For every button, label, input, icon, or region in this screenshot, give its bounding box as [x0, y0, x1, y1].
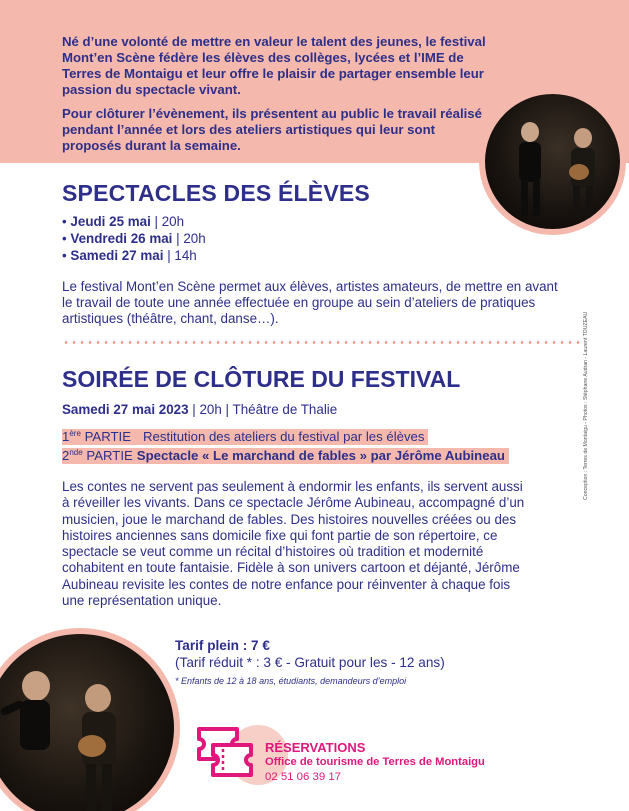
tarif-reduit: (Tarif réduit * : 3 € - Gratuit pour les - 12 ans): [175, 655, 445, 670]
photo-credit: Conception : Terres de Montaigu - Photos : Stéphane Audran - Laurent TOUZEAU: [583, 311, 589, 500]
tarif-block: [175, 637, 445, 671]
intro-text: [62, 34, 492, 162]
photo-bottom-image: [0, 634, 174, 811]
reservations-title: RÉSERVATIONS: [265, 740, 366, 755]
date-item: • Vendredi 26 mai | 20h: [62, 231, 206, 246]
reservations-phone[interactable]: 02 51 06 39 17: [265, 771, 342, 783]
date-item: • Jeudi 25 mai | 20h: [62, 214, 185, 229]
photo-top-image: [485, 94, 620, 229]
tarif-plein: Tarif plein : 7 €: [175, 638, 270, 653]
partie-1: 1ère PARTIE Restitution des ateliers du festival par les élèves: [62, 429, 428, 445]
intro-paragraph-1: Né d’une volonté de mettre en valeur le talent des jeunes, le festival Mont’en Scène fédère les élèves des collèges, lycées et l’IME de Terres de Montaigu et leur offre le plaisir de partager ensemble leur passion du spectacle vivant.: [62, 34, 486, 97]
musicians-illustration: [485, 94, 620, 229]
spectacles-title: SPECTACLES DES ÉLÈVES: [62, 180, 370, 206]
intro-paragraph-2: Pour clôturer l’évènement, ils présentent au public le travail réalisé pendant l’année et lors des ateliers artistiques qui leur sont proposés durant la semaine.: [62, 106, 482, 153]
soiree-description: Les contes ne servent pas seulement à endormir les enfants, ils servent aussi à réveiller les vivants. Dans ce spectacle Jérôme Aubineau, accompagné d’un musicien, joue le marchand de fables. Des histoires nouvelles créées ou des histoires anciennes sans domicile fixe qui font partie de son répertoire, ce spectacle se veut comme un récital d’histoires où tradition et modernité cohabitent en toute fantaisie. Fidèle à son univers cartoon et déjanté, Jérôme Aubineau revisite les contes de notre enfance pour réinventer à chaque fois une représentation unique.: [62, 479, 525, 609]
dotted-divider: [62, 341, 582, 344]
partie-2: 2nde PARTIE Spectacle « Le marchand de fables » par Jérôme Aubineau: [62, 448, 509, 464]
musicians-photo-top: [479, 88, 626, 235]
musicians-photo-bottom: [0, 628, 180, 811]
soiree-title: SOIRÉE DE CLÔTURE DU FESTIVAL: [62, 366, 461, 392]
soiree-datetime: Samedi 27 mai 2023 | 20h | Théâtre de Thalie: [62, 402, 338, 417]
reservations-office: Office de tourisme de Terres de Montaigu: [265, 756, 485, 768]
tarif-note: * Enfants de 12 à 18 ans, étudiants, demandeurs d’emploi: [175, 676, 407, 686]
ticket-icon: [193, 723, 259, 781]
spectacles-description: Le festival Mont’en Scène permet aux élèves, artistes amateurs, de mettre en avant le travail de toute une année effectuée en groupe au sein d’ateliers de pratiques artistiques (théâtre, chant, danse…).: [62, 279, 558, 326]
spectacles-dates: [62, 213, 206, 264]
date-item: • Samedi 27 mai | 14h: [62, 248, 197, 263]
musicians-illustration: [0, 634, 174, 811]
